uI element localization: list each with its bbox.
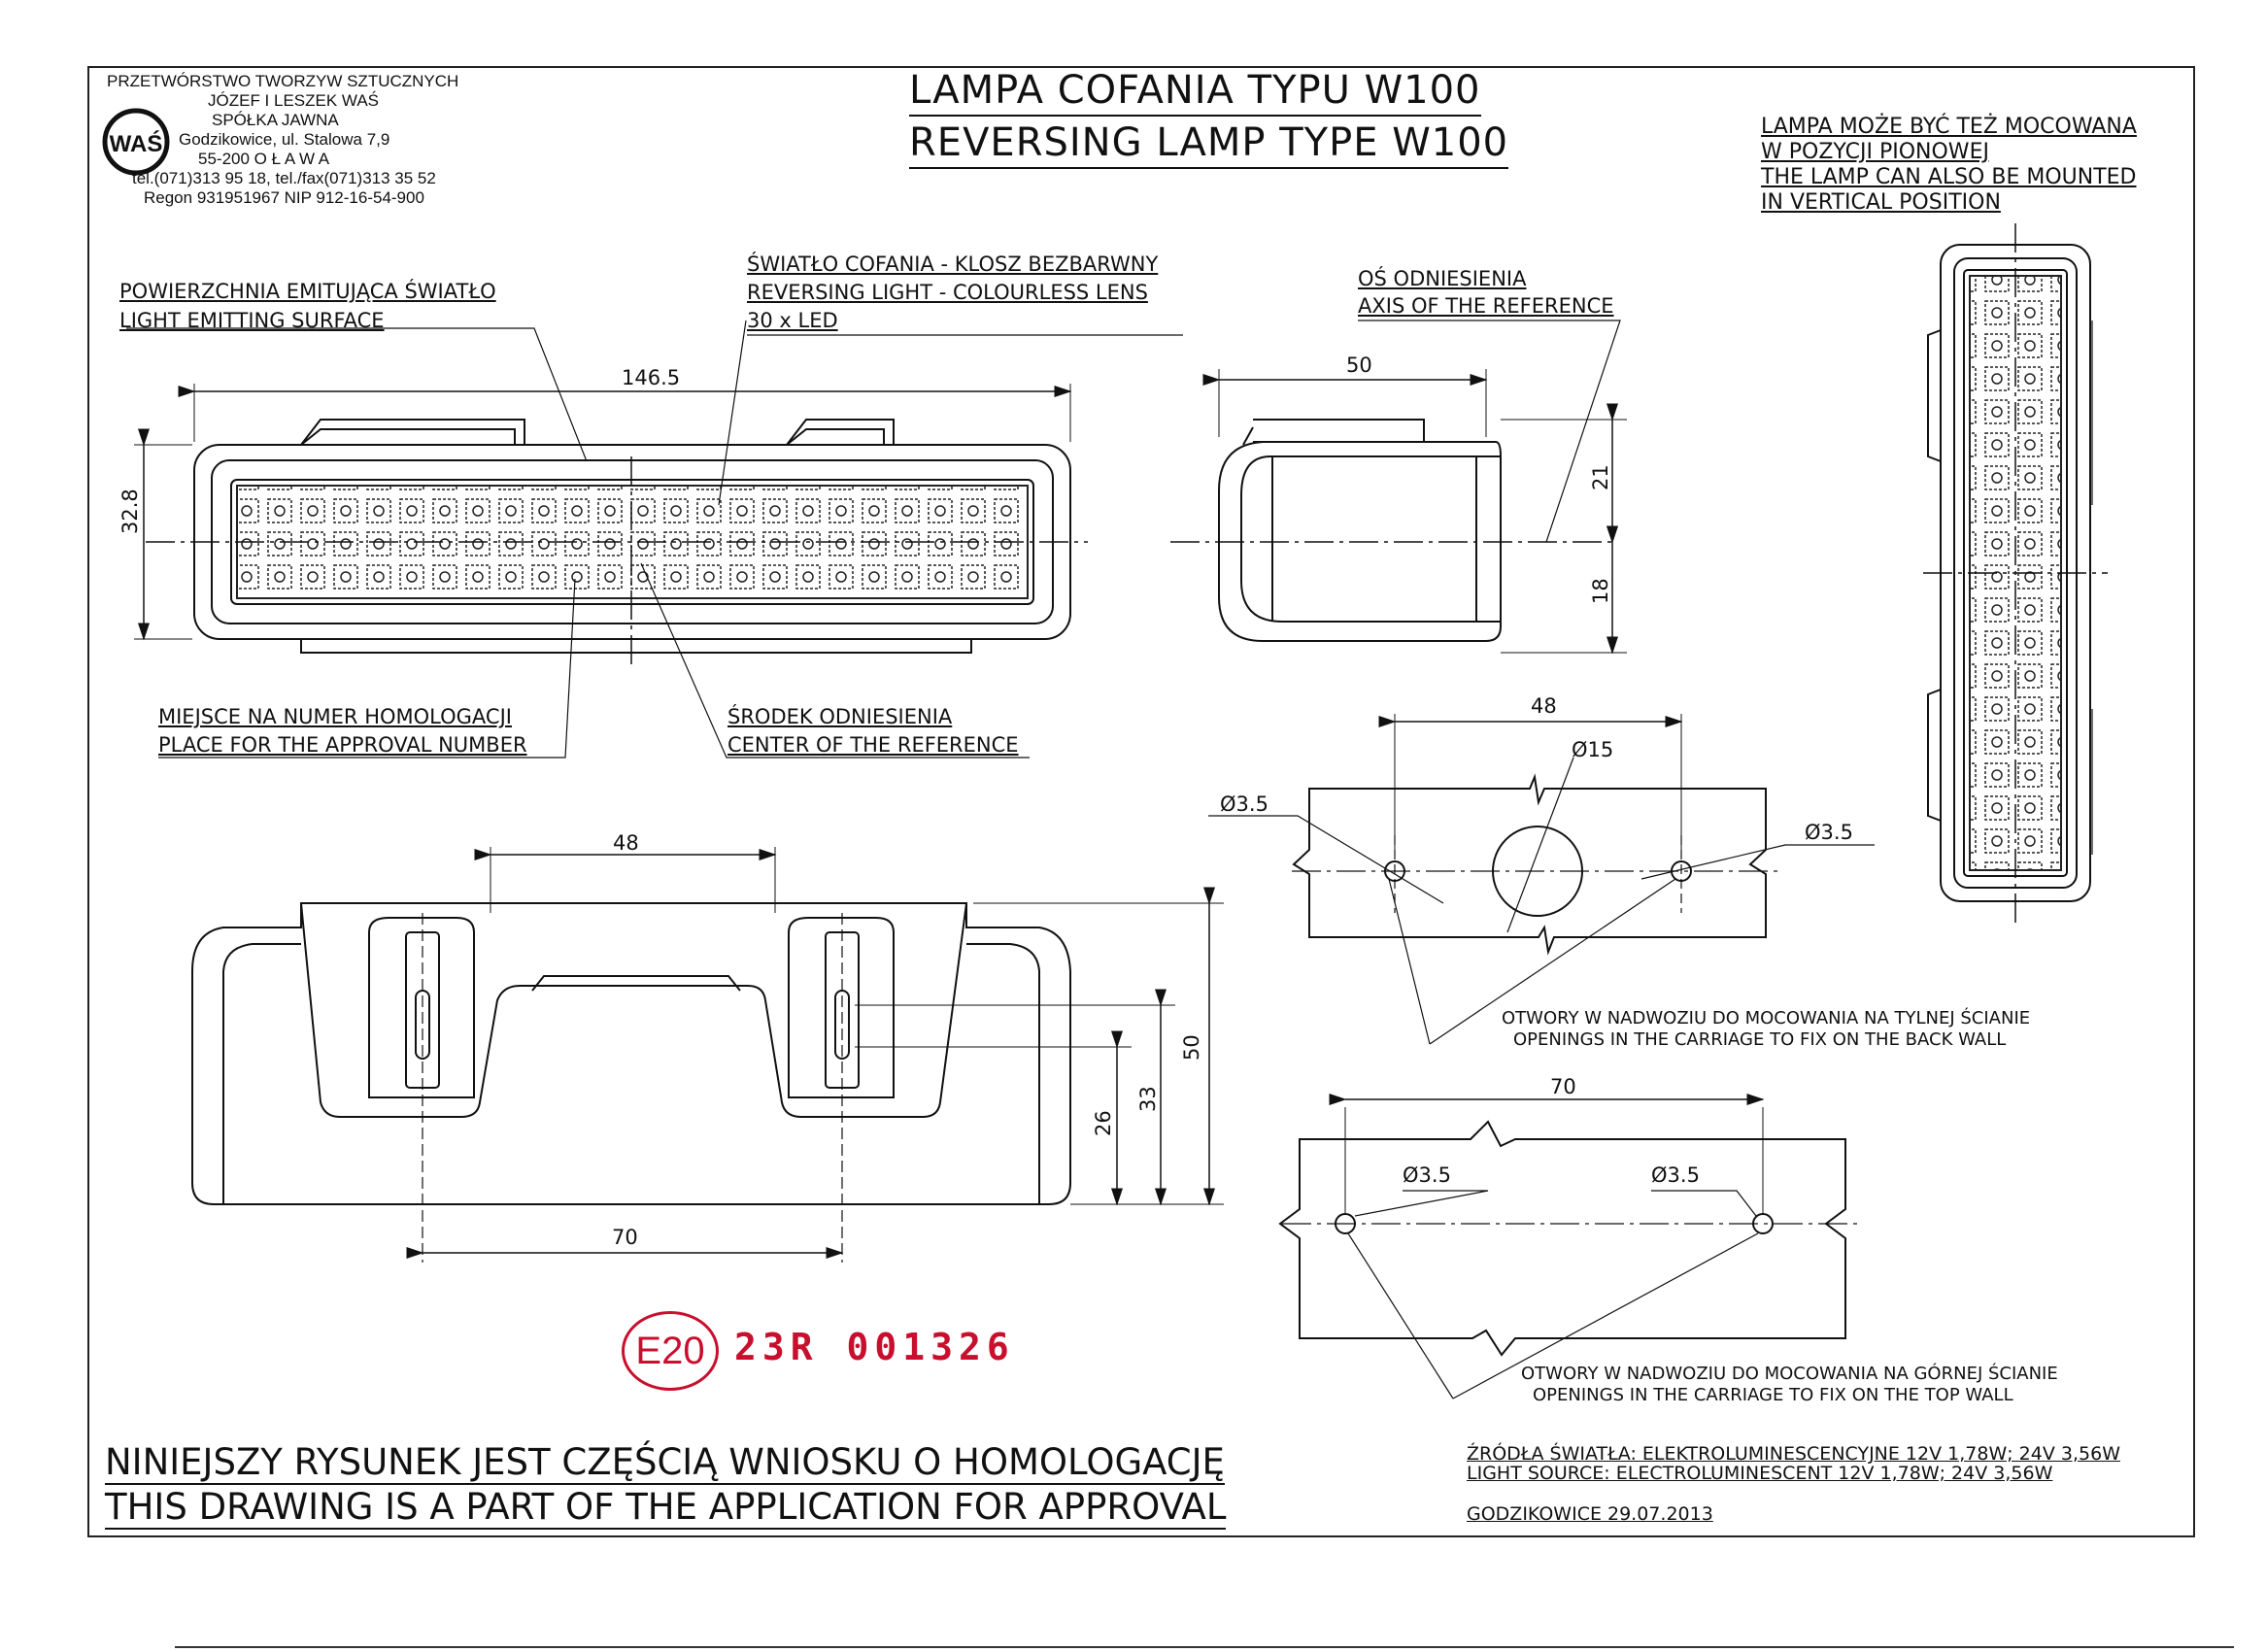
company-line-7: Regon 931951967 NIP 912-16-54-900: [144, 188, 424, 207]
top-wall-holes: [1280, 1099, 1860, 1399]
logo-text: WAŚ: [109, 131, 163, 157]
label-emitting-en: LIGHT EMITTING SURFACE: [119, 309, 385, 332]
footer-statement-pl: NINIEJSZY RYSUNEK JEST CZĘŚCIĄ WNIOSKU O HOMOLOGACJĘ: [105, 1441, 1225, 1483]
company-line-6: tel.(071)313 95 18, tel./fax(071)313 35 52: [132, 169, 436, 187]
dim-front-height: 32.8: [118, 489, 142, 534]
company-line-2: JÓZEF I LESZEK WAŚ: [208, 91, 380, 110]
company-line-3: SPÓŁKA JAWNA: [212, 111, 339, 129]
dim-bottom-spacing-70: 70: [612, 1226, 638, 1249]
dim-front-width: 146.5: [622, 366, 681, 389]
footer-place-date: GODZIKOWICE 29.07.2013: [1467, 1503, 1713, 1525]
mount-note-en-2: IN VERTICAL POSITION: [1761, 190, 2001, 215]
label-approval-pl: MIEJSCE NA NUMER HOMOLOGACJI: [158, 705, 512, 728]
label-approval-en: PLACE FOR THE APPROVAL NUMBER: [158, 733, 527, 757]
label-axis-en: AXIS OF THE REFERENCE: [1358, 294, 1614, 318]
dim-side-lower: 18: [1589, 578, 1612, 604]
company-line-1: PRZETWÓRSTWO TWORZYW SZTUCZNYCH: [107, 72, 459, 90]
back-wall-holes: [1208, 714, 1875, 1044]
label-center-pl: ŚRODEK ODNIESIENIA: [727, 705, 953, 728]
mount-note-en-1: THE LAMP CAN ALSO BE MOUNTED: [1761, 165, 2137, 189]
dim-top-spacing-70: 70: [1550, 1075, 1576, 1098]
footer-source-pl: ŹRÓDŁA ŚWIATŁA: ELEKTROLUMINESCENCYJNE 12V 1,78W; 24V 3,56W: [1467, 1443, 2120, 1465]
footer-statement-en: THIS DRAWING IS A PART OF THE APPLICATION FOR APPROVAL: [105, 1486, 1227, 1528]
bottom-view: [192, 847, 1224, 1263]
dim-top-hole-right: Ø3.5: [1651, 1163, 1700, 1187]
title-polish: LAMPA COFANIA TYPU W100: [909, 68, 1481, 117]
approval-number: 23R 001326: [734, 1326, 1015, 1368]
label-led-count: 30 x LED: [747, 309, 838, 332]
mount-note-pl-1: LAMPA MOŻE BYĆ TEŻ MOCOWANA: [1761, 115, 2137, 139]
vertical-view: [1923, 223, 2108, 923]
label-top-wall-en: OPENINGS IN THE CARRIAGE TO FIX ON THE TOP WALL: [1533, 1385, 2013, 1405]
label-reversing-en: REVERSING LIGHT - COLOURLESS LENS: [747, 281, 1148, 304]
page-edge-line: [175, 1646, 2234, 1648]
dim-hole-center: Ø15: [1572, 738, 1614, 761]
label-back-wall-pl: OTWORY W NADWOZIU DO MOCOWANIA NA TYLNEJ ŚCIANIE: [1502, 1008, 2031, 1028]
dim-side-upper: 21: [1589, 464, 1612, 490]
label-back-wall-en: OPENINGS IN THE CARRIAGE TO FIX ON THE BACK WALL: [1513, 1029, 2007, 1050]
dim-hole-left: Ø3.5: [1220, 792, 1268, 816]
dim-hole-spacing-back: 48: [1531, 694, 1557, 718]
dim-side-width: 50: [1346, 354, 1372, 377]
approval-mark: E20: [622, 1311, 719, 1391]
dim-bottom-spacing-48: 48: [613, 831, 639, 855]
dim-top-hole-left: Ø3.5: [1403, 1163, 1451, 1187]
dim-bottom-height-50: 50: [1180, 1034, 1203, 1061]
label-center-en: CENTER OF THE REFERENCE: [727, 733, 1019, 757]
label-top-wall-pl: OTWORY W NADWOZIU DO MOCOWANIA NA GÓRNEJ ŚCIANIE: [1521, 1364, 2058, 1384]
company-line-4: Godzikowice, ul. Stalowa 7,9: [179, 130, 390, 149]
footer-source-en: LIGHT SOURCE: ELECTROLUMINESCENT 12V 1,78W; 24V 3,56W: [1467, 1463, 2053, 1484]
side-view: [1170, 320, 1627, 653]
dim-hole-right: Ø3.5: [1805, 821, 1853, 844]
mount-note-pl-2: W POZYCJI PIONOWEJ: [1761, 140, 1989, 164]
company-line-5: 55-200 O Ł A W A: [198, 150, 330, 168]
label-emitting-pl: POWIERZCHNIA EMITUJĄCA ŚWIATŁO: [119, 280, 496, 303]
title-english: REVERSING LAMP TYPE W100: [909, 120, 1508, 169]
dim-bottom-height-26: 26: [1092, 1110, 1115, 1136]
label-axis-pl: OŚ ODNIESIENIA: [1358, 267, 1527, 290]
dim-bottom-height-33: 33: [1136, 1086, 1160, 1112]
front-view: [126, 320, 1183, 758]
label-reversing-pl: ŚWIATŁO COFANIA - KLOSZ BEZBARWNY: [747, 253, 1159, 276]
